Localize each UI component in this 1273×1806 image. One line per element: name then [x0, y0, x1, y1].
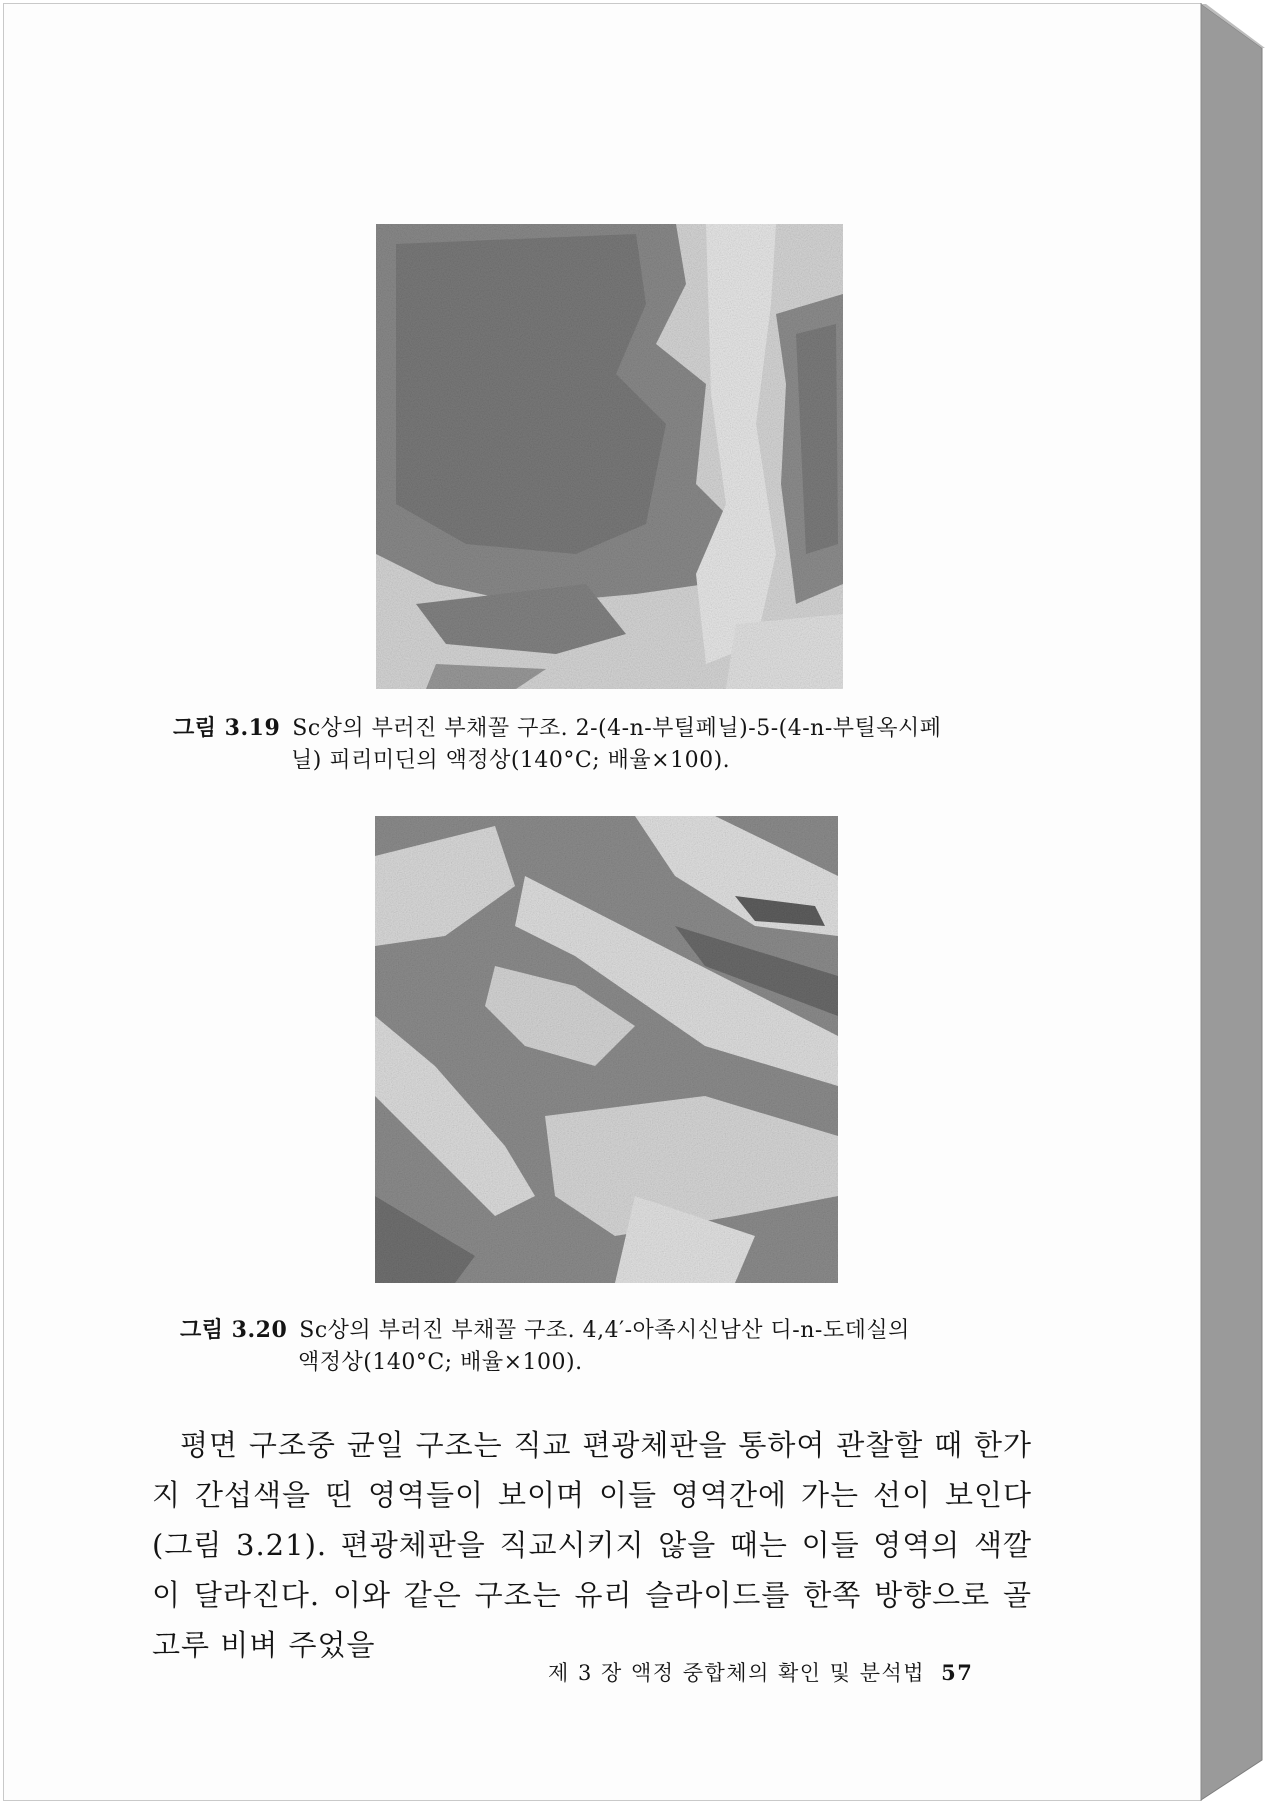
- figure-3-20-micrograph: [375, 816, 838, 1283]
- page-footer: [548, 1657, 973, 1687]
- figure-3-19-micrograph: [376, 224, 843, 689]
- body-text: [152, 1420, 1032, 1670]
- figure-3-19-caption-line1: Sc상의 부러진 부채꼴 구조. 2-(4-n-부틸페닐)-5-(4-n-부틸옥시페: [292, 716, 942, 741]
- figure-3-20-caption-line2: 액정상(140°C; 배율×100).: [298, 1350, 583, 1375]
- figure-3-19-label: 그림 3.19: [173, 715, 281, 741]
- figure-3-20-caption-line1: Sc상의 부러진 부채꼴 구조. 4,4′-아족시신남산 디-n-도데실의: [299, 1318, 910, 1343]
- figure-3-20-label: 그림 3.20: [180, 1317, 288, 1343]
- figure-3-20-caption: [180, 1314, 1060, 1379]
- body-paragraph: 평면 구조중 균일 구조는 직교 편광체판을 통하여 관찰할 때 한가지 간섭색을 띤 영역들이 보이며 이들 영역간에 가는 선이 보인다(그림 3.21). 편광체판을 직교시키지 않을 때는 이들 영역의 색깔이 달라진다. 이와 같은 구조는 유리 슬라이드를 한쪽 방향으로 골고루 비벼 주었을: [152, 1428, 1032, 1662]
- page-number: 57: [941, 1660, 974, 1685]
- figure-3-19-caption: [173, 712, 1073, 777]
- figure-3-19-caption-line2: 닐) 피리미딘의 액정상(140°C; 배율×100).: [291, 748, 731, 773]
- running-head: 제 3 장 액정 중합체의 확인 및 분석법: [548, 1661, 926, 1685]
